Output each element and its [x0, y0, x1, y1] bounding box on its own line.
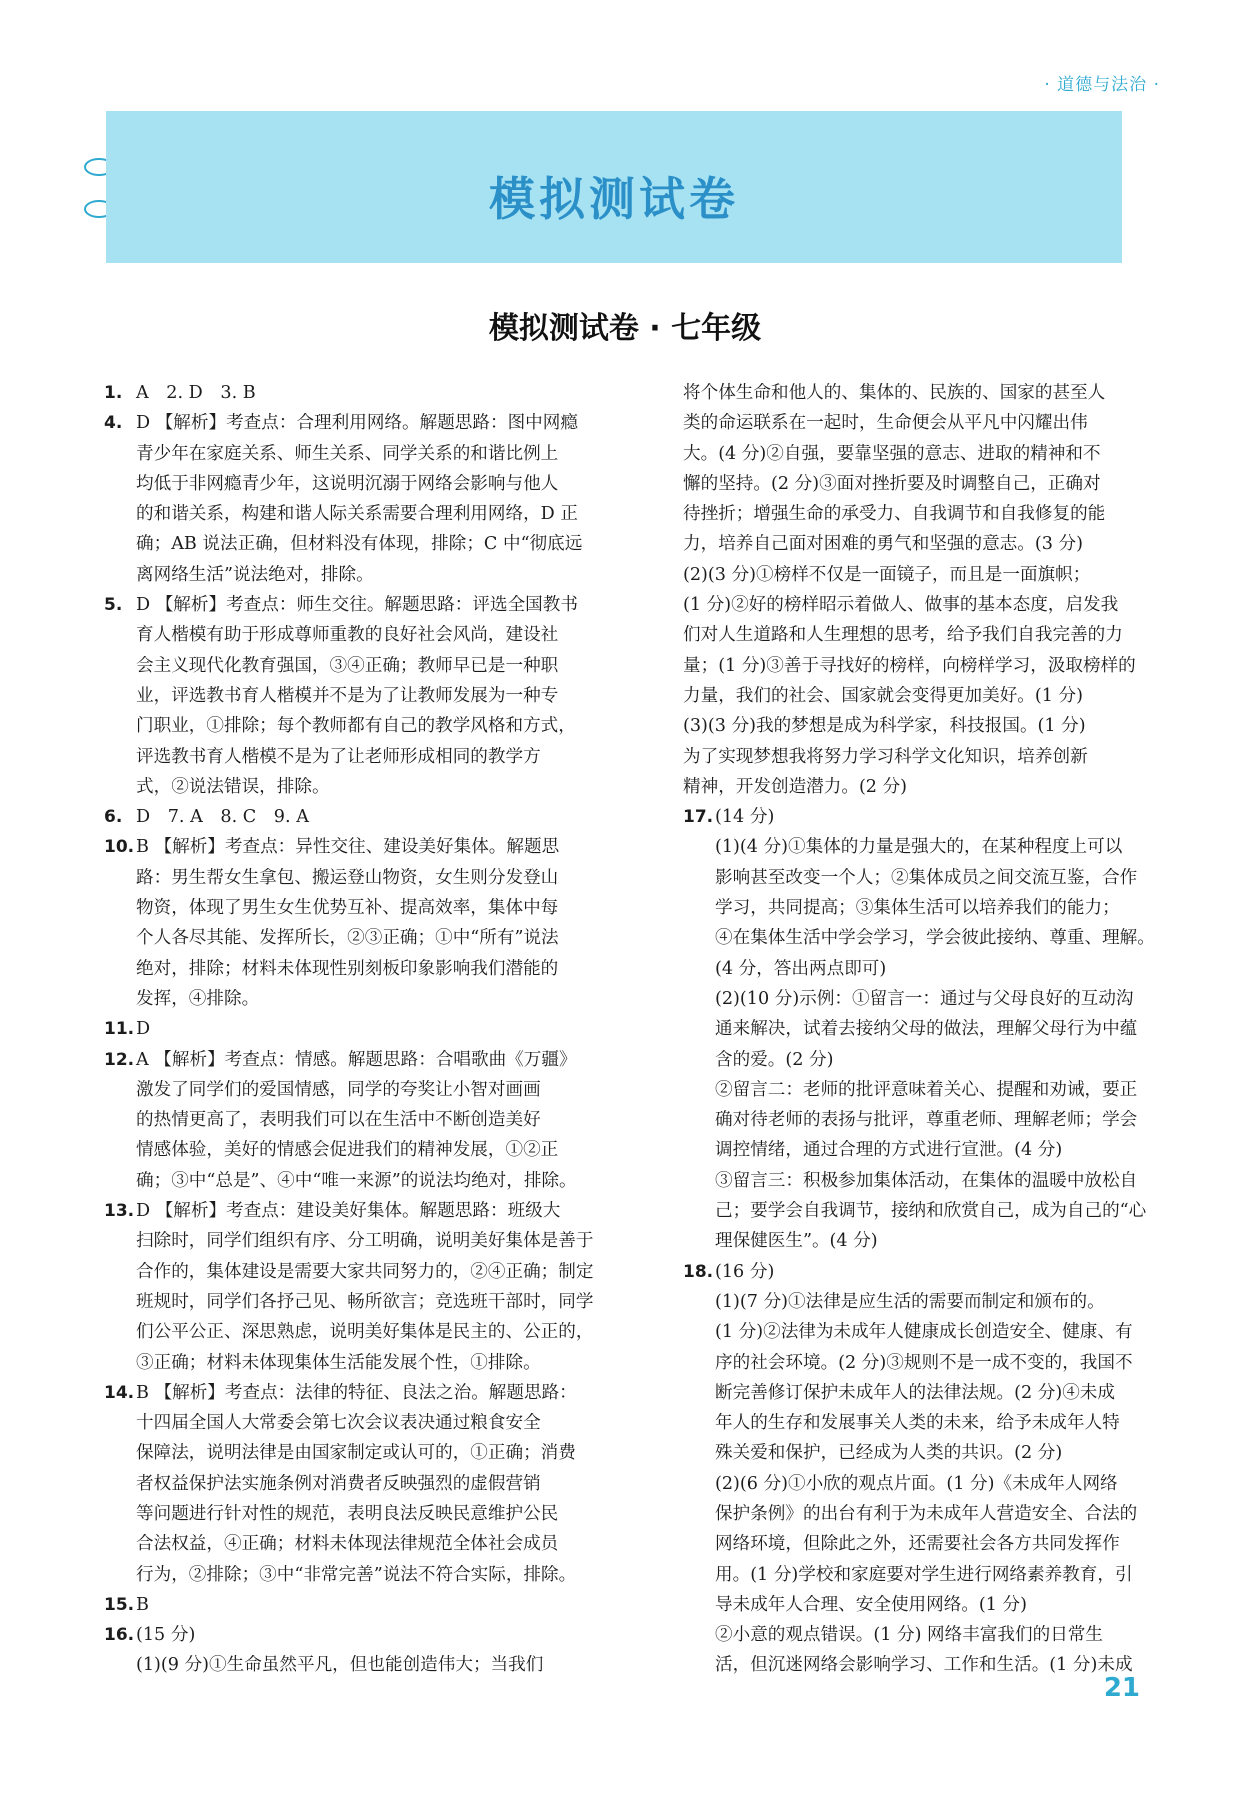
subject-tag: · 道德与法治 · — [1044, 75, 1160, 95]
answer-line: 评选教书育人楷模不是为了让老师形成相同的教学方 — [136, 746, 541, 767]
answer-line: 合作的，集体建设是需要大家共同努力的，②④正确；制定 — [136, 1261, 594, 1282]
answer-line: 扫除时，同学们组织有序、分工明确，说明美好集体是善于 — [136, 1231, 594, 1252]
answer-item — [683, 378, 1157, 802]
answer-line: 均低于非网瘾青少年，这说明沉溺于网络会影响与他人 — [136, 473, 559, 494]
answer-line: (1)(4 分)①集体的力量是强大的，在某种程度上可以 — [715, 837, 1123, 858]
answer-line: 通来解决，试着去接纳父母的做法，理解父母行为中蕴 — [715, 1019, 1138, 1040]
answer-line: D 7. A 8. C 9. A — [136, 807, 309, 828]
answer-line: D 【解析】考查点：合理利用网络。解题思路：图中网瘾 — [136, 413, 578, 434]
answer-line: 类的命运联系在一起时，生命便会从平凡中闪耀出伟 — [683, 413, 1088, 434]
title-banner — [106, 111, 1122, 263]
answer-line: 含的爱。(2 分) — [715, 1049, 834, 1070]
answer-line: 确；③中“总是”、④中“唯一来源”的说法均绝对，排除。 — [136, 1170, 577, 1191]
answer-number: 18. — [683, 1261, 714, 1282]
answer-number: 5. — [104, 595, 123, 616]
answer-line: 待挫折；增强生命的承受力、自我调节和自我修复的能 — [683, 504, 1106, 525]
answer-line: (2)(6 分)①小欣的观点片面。(1 分)《未成年人网络 — [715, 1473, 1118, 1494]
answer-item — [683, 802, 1157, 1256]
answer-line: 绝对，排除；材料未体现性别刻板印象影响我们潜能的 — [136, 958, 559, 979]
answer-line: ②小意的观点错误。(1 分) 网络丰富我们的日常生 — [715, 1625, 1103, 1646]
answer-line: A 2. D 3. B — [136, 383, 256, 403]
answer-line: 为了实现梦想我将努力学习科学文化知识，培养创新 — [683, 746, 1088, 767]
answer-line: (15 分) — [136, 1625, 196, 1646]
answer-line: 保障法，说明法律是由国家制定或认可的，①正确；消费 — [136, 1443, 576, 1464]
answer-line: (2)(10 分)示例：①留言一：通过与父母良好的互动沟 — [715, 988, 1134, 1009]
answer-line: 离网络生活”说法绝对，排除。 — [136, 564, 374, 585]
answer-line: 断完善修订保护未成年人的法律法规。(2 分)④未成 — [715, 1382, 1115, 1403]
answer-line: 年人的生存和发展事关人类的未来，给予未成年人特 — [715, 1413, 1120, 1434]
answer-line: 门职业，①排除；每个教师都有自己的教学风格和方式， — [136, 716, 576, 737]
answer-item — [104, 1014, 616, 1044]
answer-number: 13. — [104, 1201, 135, 1222]
answer-number: 16. — [104, 1625, 135, 1646]
answer-line: 力，培养自己面对困难的勇气和坚强的意志。(3 分) — [683, 534, 1083, 555]
answer-line: D 【解析】考查点：师生交往。解题思路：评选全国教书 — [136, 595, 578, 616]
answer-line: B — [136, 1594, 149, 1615]
answer-line: 影响甚至改变一个人；②集体成员之间交流互鉴，合作 — [715, 867, 1138, 888]
answer-item — [104, 1620, 616, 1681]
answer-column-right — [683, 378, 1157, 1681]
answer-line: (16 分) — [715, 1261, 775, 1282]
answer-line: 学习，共同提高；③集体生活可以培养我们的能力； — [715, 898, 1120, 919]
answer-line: 行为，②排除；③中“非常完善”说法不符合实际，排除。 — [136, 1564, 577, 1585]
answer-line: 理保健医生”。(4 分) — [715, 1231, 878, 1252]
answer-line: ③留言三：积极参加集体活动，在集体的温暖中放松自 — [715, 1170, 1138, 1191]
answer-line: 班规时，同学们各抒己见、畅所欲言；竞选班干部时，同学 — [136, 1291, 594, 1312]
answer-line: 保护条例》的出台有利于为未成年人营造安全、合法的 — [715, 1503, 1138, 1524]
answer-line: 大。(4 分)②自强，要靠坚强的意志、进取的精神和不 — [683, 443, 1101, 464]
answer-number: 4. — [104, 413, 123, 434]
answer-line: 育人楷模有助于形成尊师重教的良好社会风尚，建设社 — [136, 625, 559, 646]
answer-line: (4 分，答出两点即可) — [715, 958, 887, 979]
answer-line: 殊关爱和保护，已经成为人类的共识。(2 分) — [715, 1443, 1063, 1464]
answer-number: 12. — [104, 1049, 135, 1070]
answer-line: 十四届全国人大常委会第七次会议表决通过粮食安全 — [136, 1413, 541, 1434]
answer-item — [104, 1590, 616, 1620]
answer-line: 等问题进行针对性的规范，表明良法反映民意维护公民 — [136, 1503, 559, 1524]
answer-line: B 【解析】考查点：异性交往、建设美好集体。解题思 — [136, 837, 560, 858]
answer-line: 网络环境，但除此之外，还需要社会各方共同发挥作 — [715, 1534, 1120, 1555]
answer-line: ④在集体生活中学会学习，学会彼此接纳、尊重、理解。 — [715, 928, 1155, 949]
answer-number: 14. — [104, 1382, 135, 1403]
answer-line: 发挥，④排除。 — [136, 988, 260, 1009]
answer-line: 确；AB 说法正确，但材料没有体现，排除；C 中“彻底远 — [136, 534, 583, 555]
answer-item — [104, 1196, 616, 1378]
answer-line: D 【解析】考查点：建设美好集体。解题思路：班级大 — [136, 1201, 561, 1222]
answer-line: 青少年在家庭关系、师生关系、同学关系的和谐比例上 — [136, 443, 559, 464]
answer-line: 路：男生帮女生拿包、搬运登山物资，女生则分发登山 — [136, 867, 559, 888]
answer-number: 6. — [104, 807, 123, 828]
answer-number: 17. — [683, 807, 714, 828]
answer-line: ②留言二：老师的批评意味着关心、提醒和劝诫，要正 — [715, 1079, 1138, 1100]
answer-number: 10. — [104, 837, 135, 858]
answer-line: 会主义现代化教育强国，③④正确；教师早已是一种职 — [136, 655, 559, 676]
answer-item — [104, 590, 616, 802]
answer-line: 序的社会环境。(2 分)③规则不是一成不变的，我国不 — [715, 1352, 1133, 1373]
answer-line: ③正确；材料未体现集体生活能发展个性，①排除。 — [136, 1352, 541, 1373]
answer-line: 激发了同学们的爱国情感，同学的夸奖让小智对画画 — [136, 1079, 541, 1100]
answer-item — [104, 1045, 616, 1196]
answer-number: 15. — [104, 1594, 135, 1615]
answer-line: 调控情绪，通过合理的方式进行宣泄。(4 分) — [715, 1140, 1063, 1161]
answer-number: 11. — [104, 1019, 135, 1040]
answer-line: 己；要学会自我调节，接纳和欣赏自己，成为自己的“心 — [715, 1201, 1147, 1222]
answer-line: (1)(9 分)①生命虽然平凡，但也能创造伟大；当我们 — [136, 1655, 544, 1676]
answer-line: 将个体生命和他人的、集体的、民族的、国家的甚至人 — [683, 383, 1106, 403]
answer-line: 情感体验，美好的情感会促进我们的精神发展，①②正 — [136, 1140, 559, 1161]
answer-line: 懈的坚持。(2 分)③面对挫折要及时调整自己，正确对 — [683, 473, 1101, 494]
banner-title: 模拟测试卷 — [489, 172, 739, 226]
answer-line: 业，评选教书育人楷模并不是为了让教师发展为一种专 — [136, 685, 559, 706]
answer-line: 物资，体现了男生女生优势互补、提高效率，集体中每 — [136, 898, 559, 919]
answer-line: 确对待老师的表扬与批评，尊重老师、理解老师；学会 — [715, 1110, 1138, 1131]
answer-item — [104, 1378, 616, 1590]
answer-column-left — [104, 378, 616, 1681]
answer-line: 的和谐关系，构建和谐人际关系需要合理利用网络，D 正 — [136, 504, 578, 525]
answer-line: 合法权益，④正确；材料未体现法律规范全体社会成员 — [136, 1534, 559, 1555]
answer-item — [104, 378, 616, 408]
answer-line: 们公平公正、深思熟虑，说明美好集体是民主的、公正的， — [136, 1322, 594, 1343]
answer-line: 力量，我们的社会、国家就会变得更加美好。(1 分) — [683, 685, 1083, 706]
answer-number: 1. — [104, 383, 123, 403]
answer-line: 个人各尽其能、发挥所长，②③正确；①中“所有”说法 — [136, 928, 559, 949]
answer-line: 式，②说法错误，排除。 — [136, 776, 330, 797]
page-number: 21 — [1103, 1673, 1140, 1703]
answer-line: 用。(1 分)学校和家庭要对学生进行网络素养教育，引 — [715, 1564, 1133, 1585]
answer-line: 者权益保护法实施条例对消费者反映强烈的虚假营销 — [136, 1473, 541, 1494]
answer-line: D — [136, 1019, 151, 1040]
answer-line: 们对人生道路和人生理想的思考，给予我们自我完善的力 — [683, 625, 1123, 646]
answer-line: (1 分)②好的榜样昭示着做人、做事的基本态度，启发我 — [683, 595, 1119, 616]
answer-line: 活，但沉迷网络会影响学习、工作和生活。(1 分)未成 — [715, 1655, 1133, 1676]
answer-item — [104, 408, 616, 590]
answer-line: (14 分) — [715, 807, 775, 828]
answer-line: (1)(7 分)①法律是应生活的需要而制定和颁布的。 — [715, 1291, 1105, 1312]
answer-line: B 【解析】考查点：法律的特征、良法之治。解题思路： — [136, 1382, 577, 1403]
answer-line: (1 分)②法律为未成年人健康成长创造安全、健康、有 — [715, 1322, 1133, 1343]
answer-line: A 【解析】考查点：情感。解题思路：合唱歌曲《万疆》 — [136, 1049, 577, 1070]
answer-line: (3)(3 分)我的梦想是成为科学家，科技报国。(1 分) — [683, 716, 1086, 737]
answer-item — [104, 832, 616, 1014]
answer-line: 精神，开发创造潜力。(2 分) — [683, 776, 908, 797]
answer-item — [104, 802, 616, 832]
answer-item — [683, 1257, 1157, 1681]
answer-line: 量；(1 分)③善于寻找好的榜样，向榜样学习，汲取榜样的 — [683, 655, 1136, 676]
answer-line: (2)(3 分)①榜样不仅是一面镜子，而且是一面旗帜； — [683, 564, 1091, 585]
section-title: 模拟测试卷 · 七年级 — [488, 311, 762, 346]
answer-line: 导未成年人合理、安全使用网络。(1 分) — [715, 1594, 1028, 1615]
answer-line: 的热情更高了，表明我们可以在生活中不断创造美好 — [136, 1110, 541, 1131]
